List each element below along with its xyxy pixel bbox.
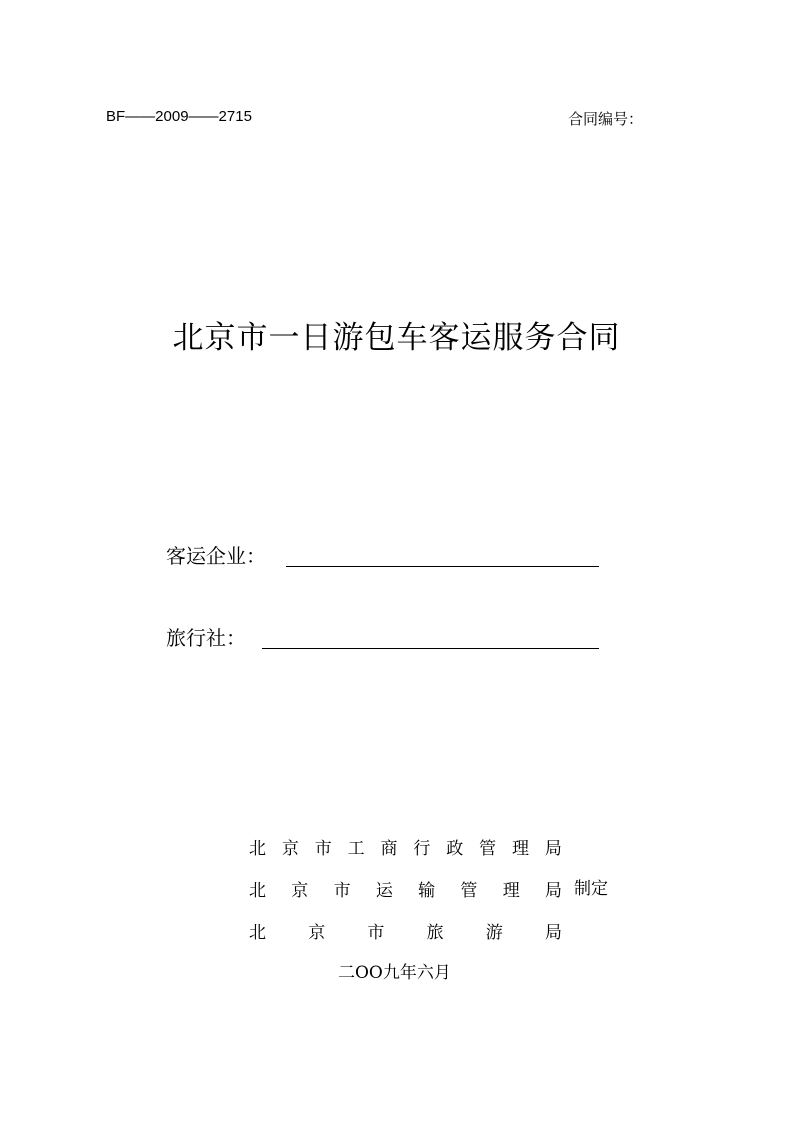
agency-blank-line — [262, 648, 599, 649]
issuer-char: 北 — [249, 839, 266, 859]
issue-date: 二OO九年六月 — [338, 963, 451, 983]
issuer-char: 运 — [375, 881, 393, 901]
issuer-char: 市 — [367, 923, 385, 943]
issuer-char: 京 — [308, 923, 326, 943]
issuer-char: 旅 — [426, 923, 444, 943]
agency-label: 旅行社： — [166, 626, 246, 650]
issuer-char: 京 — [291, 881, 309, 901]
issuer-char: 理 — [512, 839, 529, 859]
issuer-char: 市 — [333, 881, 351, 901]
issuer-char: 行 — [413, 839, 431, 859]
issuer-char: 管 — [460, 881, 478, 901]
issuer-suffix: 制定 — [574, 879, 608, 899]
issuer-char: 游 — [485, 923, 503, 943]
issuer-industry-commerce — [249, 834, 562, 859]
issuer-char: 管 — [479, 839, 497, 859]
company-label: 客运企业： — [166, 544, 266, 568]
issuer-char: 工 — [347, 839, 365, 859]
contract-number-label: 合同编号： — [568, 110, 644, 128]
document-code: BF——2009——2715 — [106, 108, 252, 125]
issuer-char: 局 — [544, 881, 562, 901]
issuer-char: 理 — [502, 881, 520, 901]
issuer-char: 局 — [544, 839, 562, 859]
company-blank-line — [286, 566, 599, 567]
issuer-char: 北 — [249, 881, 266, 901]
issuer-char: 市 — [314, 839, 332, 859]
issuer-char: 政 — [446, 839, 464, 859]
contract-title: 北京市一日游包车客运服务合同 — [172, 320, 621, 356]
issuer-char: 北 — [249, 923, 266, 943]
issuer-tourism — [249, 918, 562, 943]
issuer-transport — [249, 876, 562, 901]
issuer-char: 输 — [418, 881, 436, 901]
issuer-char: 局 — [544, 923, 562, 943]
issuer-char: 商 — [380, 839, 398, 859]
issuer-char: 京 — [281, 839, 299, 859]
